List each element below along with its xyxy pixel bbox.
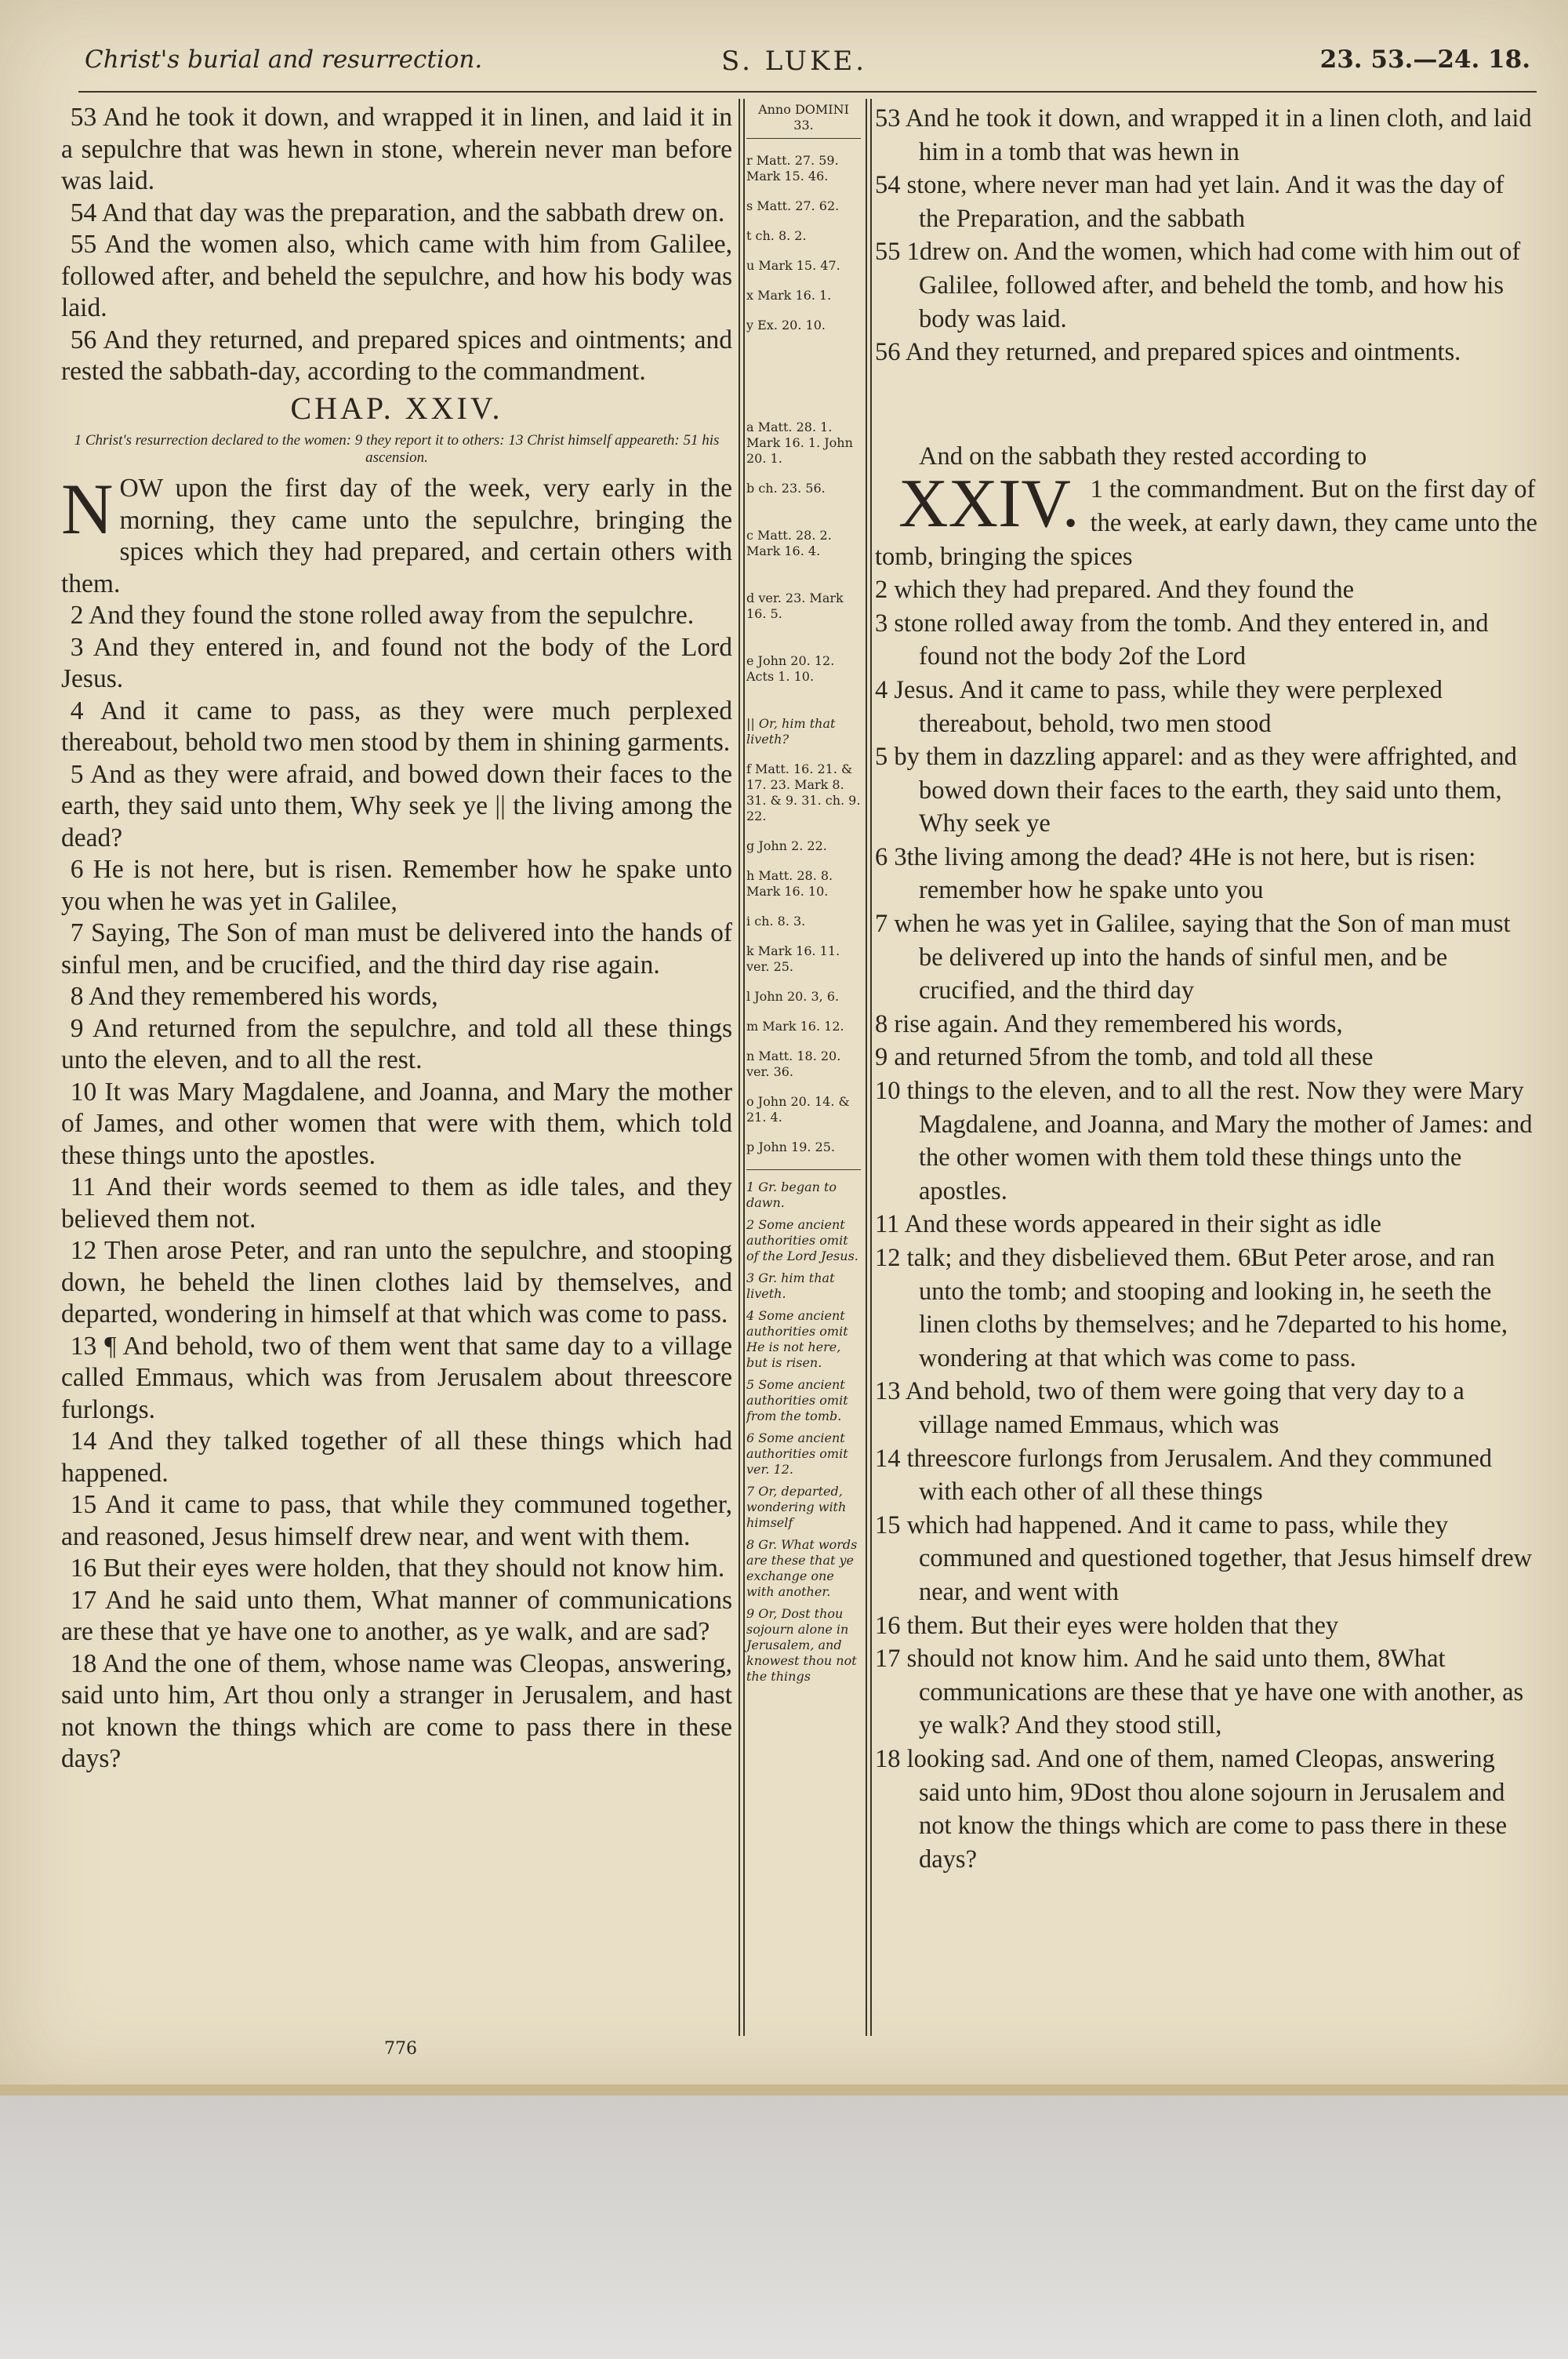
header-rule xyxy=(78,91,1537,93)
cross-reference: y Ex. 20. 10. xyxy=(746,318,826,333)
verse-24-8: 8 And they remembered his words, xyxy=(70,982,438,1011)
column-divider-left-double xyxy=(743,99,745,2036)
kjv-column xyxy=(61,102,732,1776)
running-head-reference: 23. 53.—24. 18. xyxy=(1319,45,1530,74)
rv-line: 13 And behold, two of them were going that very day to a village named Emmaus, which was xyxy=(875,1377,1465,1439)
verse-24-14: 14 And they talked together of all these things which had happened. xyxy=(61,1427,732,1488)
rv-line: 4 Jesus. And it came to pass, while they were perplexed thereabout, behold, two men stood xyxy=(875,675,1443,738)
verse-24-6: 6 He is not here, but is risen. Remember how he spake unto you when he was yet in Galilee, xyxy=(61,855,732,916)
column-divider-left xyxy=(739,99,740,2036)
verse-24-13: 13 ¶ And behold, two of them went that same day to a village called Emmaus, which was from Jerusalem about threescore furlongs. xyxy=(61,1331,732,1424)
cross-references xyxy=(746,153,861,1155)
verse-24-16: 16 But their eyes were holden, that they should not know him. xyxy=(70,1554,725,1583)
rv-line: 9 and returned 5from the tomb, and told all these xyxy=(875,1043,1374,1072)
running-head-book: S. LUKE. xyxy=(721,45,868,77)
rv-line: And on the sabbath they rested according to xyxy=(919,442,1367,471)
footnote: 3 Gr. him that liveth. xyxy=(746,1270,835,1301)
verse-23-53: 53 And he took it down, and wrapped it in linen, and laid it in a sepulchre that was hewn in stone, wherein never man before was laid. xyxy=(61,103,732,195)
rv-line: 53 And he took it down, and wrapped it in a linen cloth, and laid him in a tomb that was hewn in xyxy=(875,104,1532,166)
verse-24-15: 15 And it came to pass, that while they communed together, and reasoned, Jesus himself drew near, and went with them. xyxy=(61,1490,732,1551)
footnote: 6 Some ancient authorities omit ver. 12. xyxy=(746,1430,848,1477)
verse-24-1 xyxy=(61,469,732,600)
chapter-gap xyxy=(875,369,1537,440)
verse-24-18: 18 And the one of them, whose name was Cleopas, answering, said unto him, Art thou only a stranger in Jerusalem, and hast not known the things which are come to pass there in these days? xyxy=(61,1648,732,1773)
cross-reference: s Matt. 27. 62. xyxy=(746,198,840,213)
verse-24-12: 12 Then arose Peter, and ran unto the sepulchre, and stooping down, he beheld the linen clothes laid by themselves, and departed, wondering in himself at that which was come to pass. xyxy=(61,1236,732,1329)
rv-line: 18 looking sad. And one of them, named Cleopas, answering said unto him, 9Dost thou alone sojourn in Jerusalem and not know the things which are come to pass there in these days? xyxy=(875,1744,1508,1874)
footnote: 2 Some ancient authorities omit of the Lord Jesus. xyxy=(746,1217,858,1263)
cross-reference: t ch. 8. 2. xyxy=(746,228,807,243)
rv-line: 15 which had happened. And it came to pass, while they communed and questioned together, that Jesus himself drew near, and went with xyxy=(875,1510,1533,1606)
rv-line: 3 stone rolled away from the tomb. And they entered in, and found not the body 2of the Lord xyxy=(875,609,1489,671)
rv-line: 7 when he was yet in Galilee, saying that the Son of man must be delivered up into the hands of sinful men, and be crucified, and the third day xyxy=(875,910,1511,1005)
cross-reference: o John 20. 14. & 21. 4. xyxy=(746,1094,850,1125)
cross-reference: g John 2. 22. xyxy=(746,838,827,853)
cross-reference: m Mark 16. 12. xyxy=(746,1019,844,1034)
rv-column xyxy=(875,102,1537,1876)
rv-chapter-start xyxy=(875,466,1537,573)
cross-reference: e John 20. 12. Acts 1. 10. xyxy=(746,653,835,684)
rv-line: 17 should not know him. And he said unto them, 8What communications are these that ye have one with another, as ye walk? And they stood still, xyxy=(875,1645,1524,1740)
rv-line: 8 rise again. And they remembered his words, xyxy=(875,1009,1343,1038)
verse-24-4: 4 And it came to pass, as they were much perplexed thereabout, behold two men stood by them in shining garments. xyxy=(61,696,732,757)
cross-reference: k Mark 16. 11. ver. 25. xyxy=(746,943,840,974)
cross-reference: n Matt. 18. 20. ver. 36. xyxy=(746,1049,841,1079)
cross-reference: f Matt. 16. 21. & 17. 23. Mark 8. 31. & 9. 31. ch. 9. 22. xyxy=(746,761,861,823)
footnote: 1 Gr. began to dawn. xyxy=(746,1180,837,1210)
rv-line: 14 threescore furlongs from Jerusalem. And they communed with each other of all these things xyxy=(875,1444,1493,1507)
verse-24-1-text: OW upon the first day of the week, very early in the morning, they came unto the sepulchre, bringing the spices which they had prepared, and certain others with them. xyxy=(61,474,732,598)
verse-24-2: 2 And they found the stone rolled away from the sepulchre. xyxy=(70,601,695,630)
cross-reference: u Mark 15. 47. xyxy=(746,258,840,273)
rv-line: 11 And these words appeared in their sight as idle xyxy=(875,1210,1381,1239)
verse-23-55: 55 And the women also, which came with him from Galilee, followed after, and beheld the sepulchre, and how his body was laid. xyxy=(61,230,732,322)
cross-reference: d ver. 23. Mark 16. 5. xyxy=(746,591,844,621)
rv-line: 56 And they returned, and prepared spices and ointments. xyxy=(875,338,1461,367)
background-surface xyxy=(0,2095,1568,2359)
cross-reference: l John 20. 3, 6. xyxy=(746,989,840,1004)
cross-reference: h Matt. 28. 8. Mark 16. 10. xyxy=(746,868,833,899)
verse-24-5: 5 And as they were afraid, and bowed down their faces to the earth, they said unto them, Why seek ye || the living among the dead? xyxy=(61,759,732,852)
drop-cap: N xyxy=(61,469,114,549)
verse-24-17: 17 And he said unto them, What manner of communications are these that ye have one to another, as ye walk, and are sad? xyxy=(61,1585,732,1646)
rv-line: 16 them. But their eyes were holden that they xyxy=(875,1611,1339,1640)
rv-line: 5 by them in dazzling apparel: and as they were affrighted, and bowed down their faces to the earth, they said unto them, Why seek ye xyxy=(875,743,1517,838)
verse-24-9: 9 And returned from the sepulchre, and told all these things unto the eleven, and to all the rest. xyxy=(61,1013,732,1074)
rv-line: 1 the commandment. But on the first day of the week, at early dawn, they came unto the tomb, bringing the spices xyxy=(875,475,1537,571)
verse-24-10: 10 It was Mary Magdalene, and Joanna, and Mary the mother of James, and other women that were with them, which told these things unto the apostles. xyxy=(61,1077,732,1170)
footnote: 5 Some ancient authorities omit from the tomb. xyxy=(746,1377,848,1423)
cross-reference: b ch. 23. 56. xyxy=(746,481,826,496)
rv-line: 54 stone, where never man had yet lain. And it was the day of the Preparation, and the sabbath xyxy=(875,171,1504,233)
anno-domini: Anno DOMINI 33. xyxy=(746,102,861,139)
chapter-summary: 1 Christ's resurrection declared to the women: 9 they report it to others: 13 Christ himself appeareth: 51 his ascension. xyxy=(74,432,720,466)
column-divider-right-double xyxy=(870,99,872,2036)
footnote: 7 Or, departed, wondering with himself xyxy=(746,1484,847,1530)
column-divider-right xyxy=(866,99,867,2036)
page-number: 776 xyxy=(384,2039,417,2059)
footnotes xyxy=(746,1180,861,1685)
cross-reference: i ch. 8. 3. xyxy=(746,914,806,929)
verse-23-54: 54 And that day was the preparation, and the sabbath drew on. xyxy=(70,198,725,227)
cross-reference: a Matt. 28. 1. Mark 16. 1. John 20. 1. xyxy=(746,420,853,466)
footnote: 4 Some ancient authorities omit He is not here, but is risen. xyxy=(746,1308,848,1370)
cross-reference: c Matt. 28. 2. Mark 16. 4. xyxy=(746,528,832,558)
footnote-rule xyxy=(746,1169,861,1170)
margin-column xyxy=(746,102,861,1691)
cross-reference: x Mark 16. 1. xyxy=(746,288,832,303)
cross-reference: || Or, him that liveth? xyxy=(746,716,836,747)
running-head-left: Christ's burial and resurrection. xyxy=(85,45,483,74)
cross-reference: r Matt. 27. 59. Mark 15. 46. xyxy=(746,153,839,184)
verse-24-11: 11 And their words seemed to them as idle tales, and they believed them not. xyxy=(61,1172,732,1234)
rv-chapter-number: XXIV. xyxy=(898,466,1080,543)
verse-23-56: 56 And they returned, and prepared spices and ointments; and rested the sabbath-day, according to the commandment. xyxy=(61,325,732,386)
rv-line: 12 talk; and they disbelieved them. 6But Peter arose, and ran unto the tomb; and stooping and looking in, he seeth the linen cloths by themselves; and he 7departed to his home, wondering at that which was come to pass. xyxy=(875,1244,1508,1372)
footnote: 9 Or, Dost thou sojourn alone in Jerusalem, and knowest thou not the things xyxy=(746,1606,857,1684)
footnote: 8 Gr. What words are these that ye exchange one with another. xyxy=(746,1537,858,1599)
rv-line: 2 which they had prepared. And they found the xyxy=(875,576,1355,605)
rv-line: 10 things to the eleven, and to all the rest. Now they were Mary Magdalene, and Joanna, and Mary the mother of James: and the other women with them told these things unto the apostles. xyxy=(875,1077,1533,1205)
verse-24-7: 7 Saying, The Son of man must be delivered into the hands of sinful men, and be crucified, and the third day rise again. xyxy=(61,918,732,980)
rv-line: 6 3the living among the dead? 4He is not here, but is risen: remember how he spake unto you xyxy=(875,842,1476,905)
rv-line: 55 1drew on. And the women, which had come with him out of Galilee, followed after, and beheld the tomb, and how his body was laid. xyxy=(875,238,1521,333)
cross-reference: p John 19. 25. xyxy=(746,1140,836,1154)
chapter-heading: CHAP. XXIV. xyxy=(290,390,503,426)
verse-24-3: 3 And they entered in, and found not the body of the Lord Jesus. xyxy=(61,632,732,693)
